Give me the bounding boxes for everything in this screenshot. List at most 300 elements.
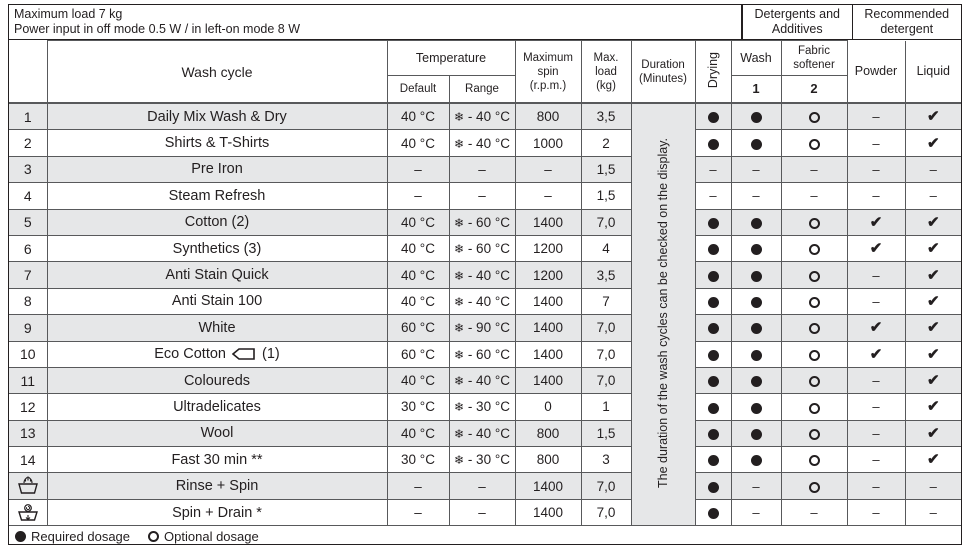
- table-row[interactable]: [9, 130, 961, 156]
- dash-mark: –: [709, 161, 717, 177]
- row-max-load: 2: [581, 130, 631, 156]
- row-temp-range: –: [449, 183, 515, 209]
- row-fabric-softener: [781, 183, 847, 209]
- row-max-spin: 1000: [515, 130, 581, 156]
- filled-circle-icon: [708, 350, 719, 361]
- row-powder: [847, 209, 905, 235]
- dash-mark: –: [872, 452, 880, 468]
- row-cycle-name[interactable]: Shirts & T-Shirts: [47, 130, 387, 156]
- open-circle-icon: [809, 139, 820, 150]
- dash-mark: –: [810, 505, 818, 521]
- snowflake-icon: ❄: [454, 321, 465, 336]
- row-wash: [731, 183, 781, 209]
- dash-mark: –: [752, 505, 760, 521]
- row-drying: [695, 315, 731, 341]
- row-temp-range: ❄ - 40 °C: [449, 130, 515, 156]
- table-row[interactable]: [9, 183, 961, 209]
- row-max-spin: 1200: [515, 262, 581, 288]
- row-temp-range: ❄ - 40 °C: [449, 104, 515, 130]
- row-wash: [731, 473, 781, 499]
- dash-mark: –: [872, 399, 880, 415]
- row-temp-range: ❄ - 60 °C: [449, 235, 515, 261]
- row-temp-default: 40 °C: [387, 130, 449, 156]
- row-drying: [695, 473, 731, 499]
- row-index: 9: [9, 315, 47, 341]
- machine-specs: [9, 5, 742, 40]
- row-max-spin: 1200: [515, 235, 581, 261]
- filled-circle-icon: [15, 531, 26, 542]
- header-index: [9, 41, 47, 103]
- open-circle-icon: [809, 482, 820, 493]
- row-cycle-name[interactable]: Anti Stain 100: [47, 288, 387, 314]
- table-row[interactable]: [9, 341, 961, 367]
- open-circle-icon: [809, 350, 820, 361]
- row-wash: [731, 447, 781, 473]
- row-drying: [695, 367, 731, 393]
- header-liquid: Liquid: [905, 41, 961, 103]
- row-fabric-softener: [781, 394, 847, 420]
- dash-mark: –: [752, 478, 760, 494]
- dash-mark: –: [872, 478, 880, 494]
- dash-mark: –: [810, 161, 818, 177]
- row-drying: [695, 288, 731, 314]
- row-drying: [695, 130, 731, 156]
- filled-circle-icon: [751, 350, 762, 361]
- snowflake-icon: ❄: [454, 347, 465, 362]
- check-icon: ✔: [926, 319, 940, 337]
- row-temp-default: 40 °C: [387, 104, 449, 130]
- row-powder: [847, 394, 905, 420]
- open-circle-icon: [148, 531, 159, 542]
- legend-optional: [148, 529, 259, 544]
- dash-mark: –: [872, 135, 880, 151]
- row-cycle-name[interactable]: Daily Mix Wash & Dry: [47, 104, 387, 130]
- row-temp-range: –: [449, 499, 515, 525]
- filled-circle-icon: [708, 244, 719, 255]
- row-drying: [695, 209, 731, 235]
- open-circle-icon: [809, 112, 820, 123]
- row-liquid: [905, 394, 961, 420]
- check-icon: ✔: [926, 398, 940, 416]
- group-header-row: [742, 5, 961, 40]
- dash-mark: –: [872, 293, 880, 309]
- row-temp-range: ❄ - 30 °C: [449, 447, 515, 473]
- row-powder: [847, 104, 905, 130]
- check-icon: ✔: [926, 134, 940, 152]
- dash-mark: –: [929, 505, 937, 521]
- header-max-load: Max. load (kg): [581, 41, 631, 103]
- row-cycle-name[interactable]: Spin + Drain *: [47, 499, 387, 525]
- group-header-recommended: Recommended detergent: [852, 5, 962, 40]
- open-circle-icon: [809, 218, 820, 229]
- row-temp-range: –: [449, 473, 515, 499]
- row-fabric-softener: [781, 156, 847, 182]
- header-duration: Duration (Minutes): [631, 41, 695, 103]
- header-powder: Powder: [847, 41, 905, 103]
- row-liquid: [905, 447, 961, 473]
- row-powder: [847, 183, 905, 209]
- check-icon: ✔: [926, 372, 940, 390]
- row-max-load: 7,0: [581, 473, 631, 499]
- row-temp-range: ❄ - 40 °C: [449, 262, 515, 288]
- row-cycle-name[interactable]: Fast 30 min **: [47, 447, 387, 473]
- dash-mark: –: [752, 161, 760, 177]
- snowflake-icon: ❄: [454, 400, 465, 415]
- filled-circle-icon: [708, 429, 719, 440]
- dash-mark: –: [872, 109, 880, 125]
- header-max-spin: Maximum spin (r.p.m.): [515, 41, 581, 103]
- row-max-load: 7,0: [581, 499, 631, 525]
- row-wash: [731, 420, 781, 446]
- filled-circle-icon: [751, 297, 762, 308]
- row-max-load: 1: [581, 394, 631, 420]
- table-row[interactable]: [9, 473, 961, 499]
- row-temp-default: 30 °C: [387, 394, 449, 420]
- row-index: 5: [9, 209, 47, 235]
- dash-mark: –: [929, 478, 937, 494]
- check-icon: ✔: [926, 292, 940, 310]
- row-cycle-name[interactable]: Steam Refresh: [47, 183, 387, 209]
- row-liquid: [905, 315, 961, 341]
- row-drying: [695, 447, 731, 473]
- filled-circle-icon: [708, 218, 719, 229]
- filled-circle-icon: [751, 455, 762, 466]
- dash-mark: –: [872, 267, 880, 283]
- row-wash: [731, 262, 781, 288]
- row-fabric-softener: [781, 315, 847, 341]
- open-circle-icon: [809, 455, 820, 466]
- row-drying: [695, 156, 731, 182]
- column-header-band: [9, 40, 961, 103]
- row-max-load: 1,5: [581, 156, 631, 182]
- header-temp-default: Default: [387, 75, 449, 102]
- row-powder: [847, 235, 905, 261]
- row-drying: [695, 420, 731, 446]
- row-max-spin: 1400: [515, 315, 581, 341]
- row-temp-default: –: [387, 183, 449, 209]
- row-temp-default: 60 °C: [387, 341, 449, 367]
- table-row[interactable]: [9, 209, 961, 235]
- row-powder: [847, 288, 905, 314]
- row-index: 10: [9, 341, 47, 367]
- row-temp-default: –: [387, 156, 449, 182]
- filled-circle-icon: [708, 323, 719, 334]
- row-fabric-softener: [781, 447, 847, 473]
- table-row[interactable]: [9, 420, 961, 446]
- row-max-load: 7,0: [581, 315, 631, 341]
- row-fabric-softener: [781, 341, 847, 367]
- row-powder: [847, 341, 905, 367]
- row-wash: [731, 288, 781, 314]
- row-index: 4: [9, 183, 47, 209]
- row-cycle-name[interactable]: Synthetics (3): [47, 235, 387, 261]
- filled-circle-icon: [751, 112, 762, 123]
- legend-optional-label: Optional dosage: [164, 528, 259, 544]
- row-liquid: [905, 156, 961, 182]
- row-max-spin: 1400: [515, 341, 581, 367]
- legend-required: [15, 529, 130, 544]
- row-temp-default: 40 °C: [387, 367, 449, 393]
- open-circle-icon: [809, 429, 820, 440]
- row-fabric-softener: [781, 262, 847, 288]
- row-max-spin: 1400: [515, 288, 581, 314]
- row-fabric-softener: [781, 209, 847, 235]
- row-index: 6: [9, 235, 47, 261]
- row-temp-range: ❄ - 40 °C: [449, 288, 515, 314]
- row-wash: [731, 315, 781, 341]
- snowflake-icon: ❄: [454, 453, 465, 468]
- open-circle-icon: [809, 403, 820, 414]
- row-wash: [731, 156, 781, 182]
- row-index: 12: [9, 394, 47, 420]
- row-max-spin: 1400: [515, 473, 581, 499]
- row-temp-range: ❄ - 30 °C: [449, 394, 515, 420]
- spin-icon: [17, 503, 39, 523]
- row-fabric-softener: [781, 499, 847, 525]
- row-max-spin: 1400: [515, 209, 581, 235]
- snowflake-icon: ❄: [454, 242, 465, 257]
- row-drying: [695, 262, 731, 288]
- open-circle-icon: [809, 297, 820, 308]
- row-index: [9, 473, 47, 499]
- dash-mark: –: [929, 188, 937, 204]
- dash-mark: –: [810, 188, 818, 204]
- row-temp-default: 40 °C: [387, 235, 449, 261]
- snowflake-icon: ❄: [454, 136, 465, 151]
- row-drying: [695, 394, 731, 420]
- row-temp-range: ❄ - 40 °C: [449, 420, 515, 446]
- row-liquid: [905, 288, 961, 314]
- row-wash: [731, 209, 781, 235]
- dash-mark: –: [872, 161, 880, 177]
- filled-circle-icon: [708, 455, 719, 466]
- row-max-load: 7: [581, 288, 631, 314]
- table-row[interactable]: [9, 315, 961, 341]
- check-icon: ✔: [869, 345, 883, 363]
- snowflake-icon: ❄: [454, 374, 465, 389]
- row-cycle-name[interactable]: Eco Cotton (1): [47, 341, 387, 367]
- row-max-load: 7,0: [581, 341, 631, 367]
- dash-mark: –: [872, 425, 880, 441]
- row-powder: [847, 499, 905, 525]
- row-temp-range: ❄ - 40 °C: [449, 367, 515, 393]
- dash-mark: –: [872, 188, 880, 204]
- row-max-spin: –: [515, 156, 581, 182]
- filled-circle-icon: [751, 139, 762, 150]
- row-wash: [731, 235, 781, 261]
- table-row[interactable]: [9, 499, 961, 525]
- header-wash-cycle: Wash cycle: [47, 41, 387, 103]
- row-max-spin: –: [515, 183, 581, 209]
- table-row[interactable]: [9, 104, 961, 130]
- filled-circle-icon: [708, 139, 719, 150]
- row-max-spin: 800: [515, 420, 581, 446]
- row-index: 3: [9, 156, 47, 182]
- row-index: 11: [9, 367, 47, 393]
- check-icon: ✔: [926, 213, 940, 231]
- row-index: 13: [9, 420, 47, 446]
- row-temp-default: –: [387, 473, 449, 499]
- row-temp-range: –: [449, 156, 515, 182]
- filled-circle-icon: [751, 244, 762, 255]
- header-fabric-softener: Fabric softener: [781, 41, 847, 76]
- check-icon: ✔: [926, 240, 940, 258]
- row-liquid: [905, 130, 961, 156]
- check-icon: ✔: [869, 240, 883, 258]
- group-header-detergents: Detergents and Additives: [742, 5, 852, 40]
- row-drying: [695, 104, 731, 130]
- row-wash: [731, 341, 781, 367]
- dash-mark: –: [929, 161, 937, 177]
- power-input-note: Power input in off mode 0.5 W / in left-on mode 8 W: [14, 22, 301, 36]
- row-max-load: 7,0: [581, 367, 631, 393]
- row-powder: [847, 156, 905, 182]
- row-liquid: [905, 420, 961, 446]
- filled-circle-icon: [708, 403, 719, 414]
- row-temp-default: 40 °C: [387, 420, 449, 446]
- row-temp-range: ❄ - 60 °C: [449, 209, 515, 235]
- row-wash: [731, 130, 781, 156]
- row-liquid: [905, 183, 961, 209]
- row-cycle-name[interactable]: White: [47, 315, 387, 341]
- snowflake-icon: ❄: [454, 294, 465, 309]
- open-circle-icon: [809, 376, 820, 387]
- row-fabric-softener: [781, 473, 847, 499]
- check-icon: ✔: [926, 451, 940, 469]
- filled-circle-icon: [708, 508, 719, 519]
- row-liquid: [905, 341, 961, 367]
- table-frame: [8, 4, 962, 545]
- table-row[interactable]: [9, 367, 961, 393]
- row-max-load: 1,5: [581, 420, 631, 446]
- row-liquid: [905, 235, 961, 261]
- snowflake-icon: ❄: [454, 215, 465, 230]
- row-max-load: 3,5: [581, 262, 631, 288]
- legend-required-label: Required dosage: [31, 528, 131, 544]
- dash-mark: –: [872, 373, 880, 389]
- row-temp-default: 30 °C: [387, 447, 449, 473]
- row-cycle-name[interactable]: Coloureds: [47, 367, 387, 393]
- row-max-spin: 800: [515, 447, 581, 473]
- table-row[interactable]: [9, 156, 961, 182]
- row-max-spin: 1400: [515, 367, 581, 393]
- row-cycle-name[interactable]: Pre Iron: [47, 156, 387, 182]
- row-powder: [847, 447, 905, 473]
- row-max-spin: 0: [515, 394, 581, 420]
- row-fabric-softener: [781, 288, 847, 314]
- row-cycle-name[interactable]: Cotton (2): [47, 209, 387, 235]
- check-icon: ✔: [869, 213, 883, 231]
- snowflake-icon: ❄: [454, 268, 465, 283]
- row-drying: [695, 499, 731, 525]
- row-max-spin: 1400: [515, 499, 581, 525]
- legend: [9, 526, 961, 546]
- row-fabric-softener: [781, 130, 847, 156]
- row-temp-range: ❄ - 60 °C: [449, 341, 515, 367]
- filled-circle-icon: [751, 323, 762, 334]
- table-row[interactable]: [9, 394, 961, 420]
- row-drying: [695, 341, 731, 367]
- rinse-icon: [17, 476, 39, 496]
- table-row[interactable]: [9, 288, 961, 314]
- snowflake-icon: ❄: [454, 426, 465, 441]
- check-icon: ✔: [869, 319, 883, 337]
- row-liquid: [905, 262, 961, 288]
- row-fabric-softener: [781, 104, 847, 130]
- row-cycle-name[interactable]: Rinse + Spin: [47, 473, 387, 499]
- check-icon: ✔: [926, 424, 940, 442]
- filled-circle-icon: [708, 112, 719, 123]
- row-index: 14: [9, 447, 47, 473]
- filled-circle-icon: [751, 376, 762, 387]
- energy-label-icon: [232, 348, 256, 360]
- filled-circle-icon: [708, 376, 719, 387]
- open-circle-icon: [809, 244, 820, 255]
- row-liquid: [905, 209, 961, 235]
- check-icon: ✔: [926, 266, 940, 284]
- row-liquid: [905, 367, 961, 393]
- row-drying: [695, 183, 731, 209]
- row-powder: [847, 420, 905, 446]
- filled-circle-icon: [751, 218, 762, 229]
- row-wash: [731, 367, 781, 393]
- row-powder: [847, 262, 905, 288]
- row-temp-range: ❄ - 90 °C: [449, 315, 515, 341]
- table-row[interactable]: [9, 447, 961, 473]
- row-powder: [847, 315, 905, 341]
- filled-circle-icon: [751, 403, 762, 414]
- row-liquid: [905, 104, 961, 130]
- header-temperature: Temperature: [387, 41, 515, 76]
- filled-circle-icon: [708, 482, 719, 493]
- row-temp-default: 40 °C: [387, 209, 449, 235]
- header-temp-range: Range: [449, 75, 515, 102]
- row-max-load: 3,5: [581, 104, 631, 130]
- top-info-bar: [9, 5, 961, 40]
- row-powder: [847, 367, 905, 393]
- row-cycle-name[interactable]: Ultradelicates: [47, 394, 387, 420]
- table-row[interactable]: [9, 262, 961, 288]
- dash-mark: –: [872, 505, 880, 521]
- row-index: [9, 499, 47, 525]
- row-max-spin: 800: [515, 104, 581, 130]
- row-max-load: 1,5: [581, 183, 631, 209]
- row-max-load: 3: [581, 447, 631, 473]
- dash-mark: –: [709, 188, 717, 204]
- row-fabric-softener: [781, 367, 847, 393]
- open-circle-icon: [809, 323, 820, 334]
- open-circle-icon: [809, 271, 820, 282]
- row-temp-default: –: [387, 499, 449, 525]
- filled-circle-icon: [708, 297, 719, 308]
- check-icon: ✔: [926, 108, 940, 126]
- table-row[interactable]: [9, 235, 961, 261]
- row-wash: [731, 104, 781, 130]
- row-wash: [731, 499, 781, 525]
- check-icon: ✔: [926, 345, 940, 363]
- filled-circle-icon: [751, 429, 762, 440]
- row-wash: [731, 394, 781, 420]
- row-cycle-name[interactable]: Wool: [47, 420, 387, 446]
- header-wash-number: 1: [731, 75, 781, 102]
- header-drying: Drying: [695, 41, 731, 103]
- row-fabric-softener: [781, 420, 847, 446]
- row-index: 8: [9, 288, 47, 314]
- row-cycle-name[interactable]: Anti Stain Quick: [47, 262, 387, 288]
- row-max-load: 4: [581, 235, 631, 261]
- filled-circle-icon: [751, 271, 762, 282]
- row-fabric-softener: [781, 235, 847, 261]
